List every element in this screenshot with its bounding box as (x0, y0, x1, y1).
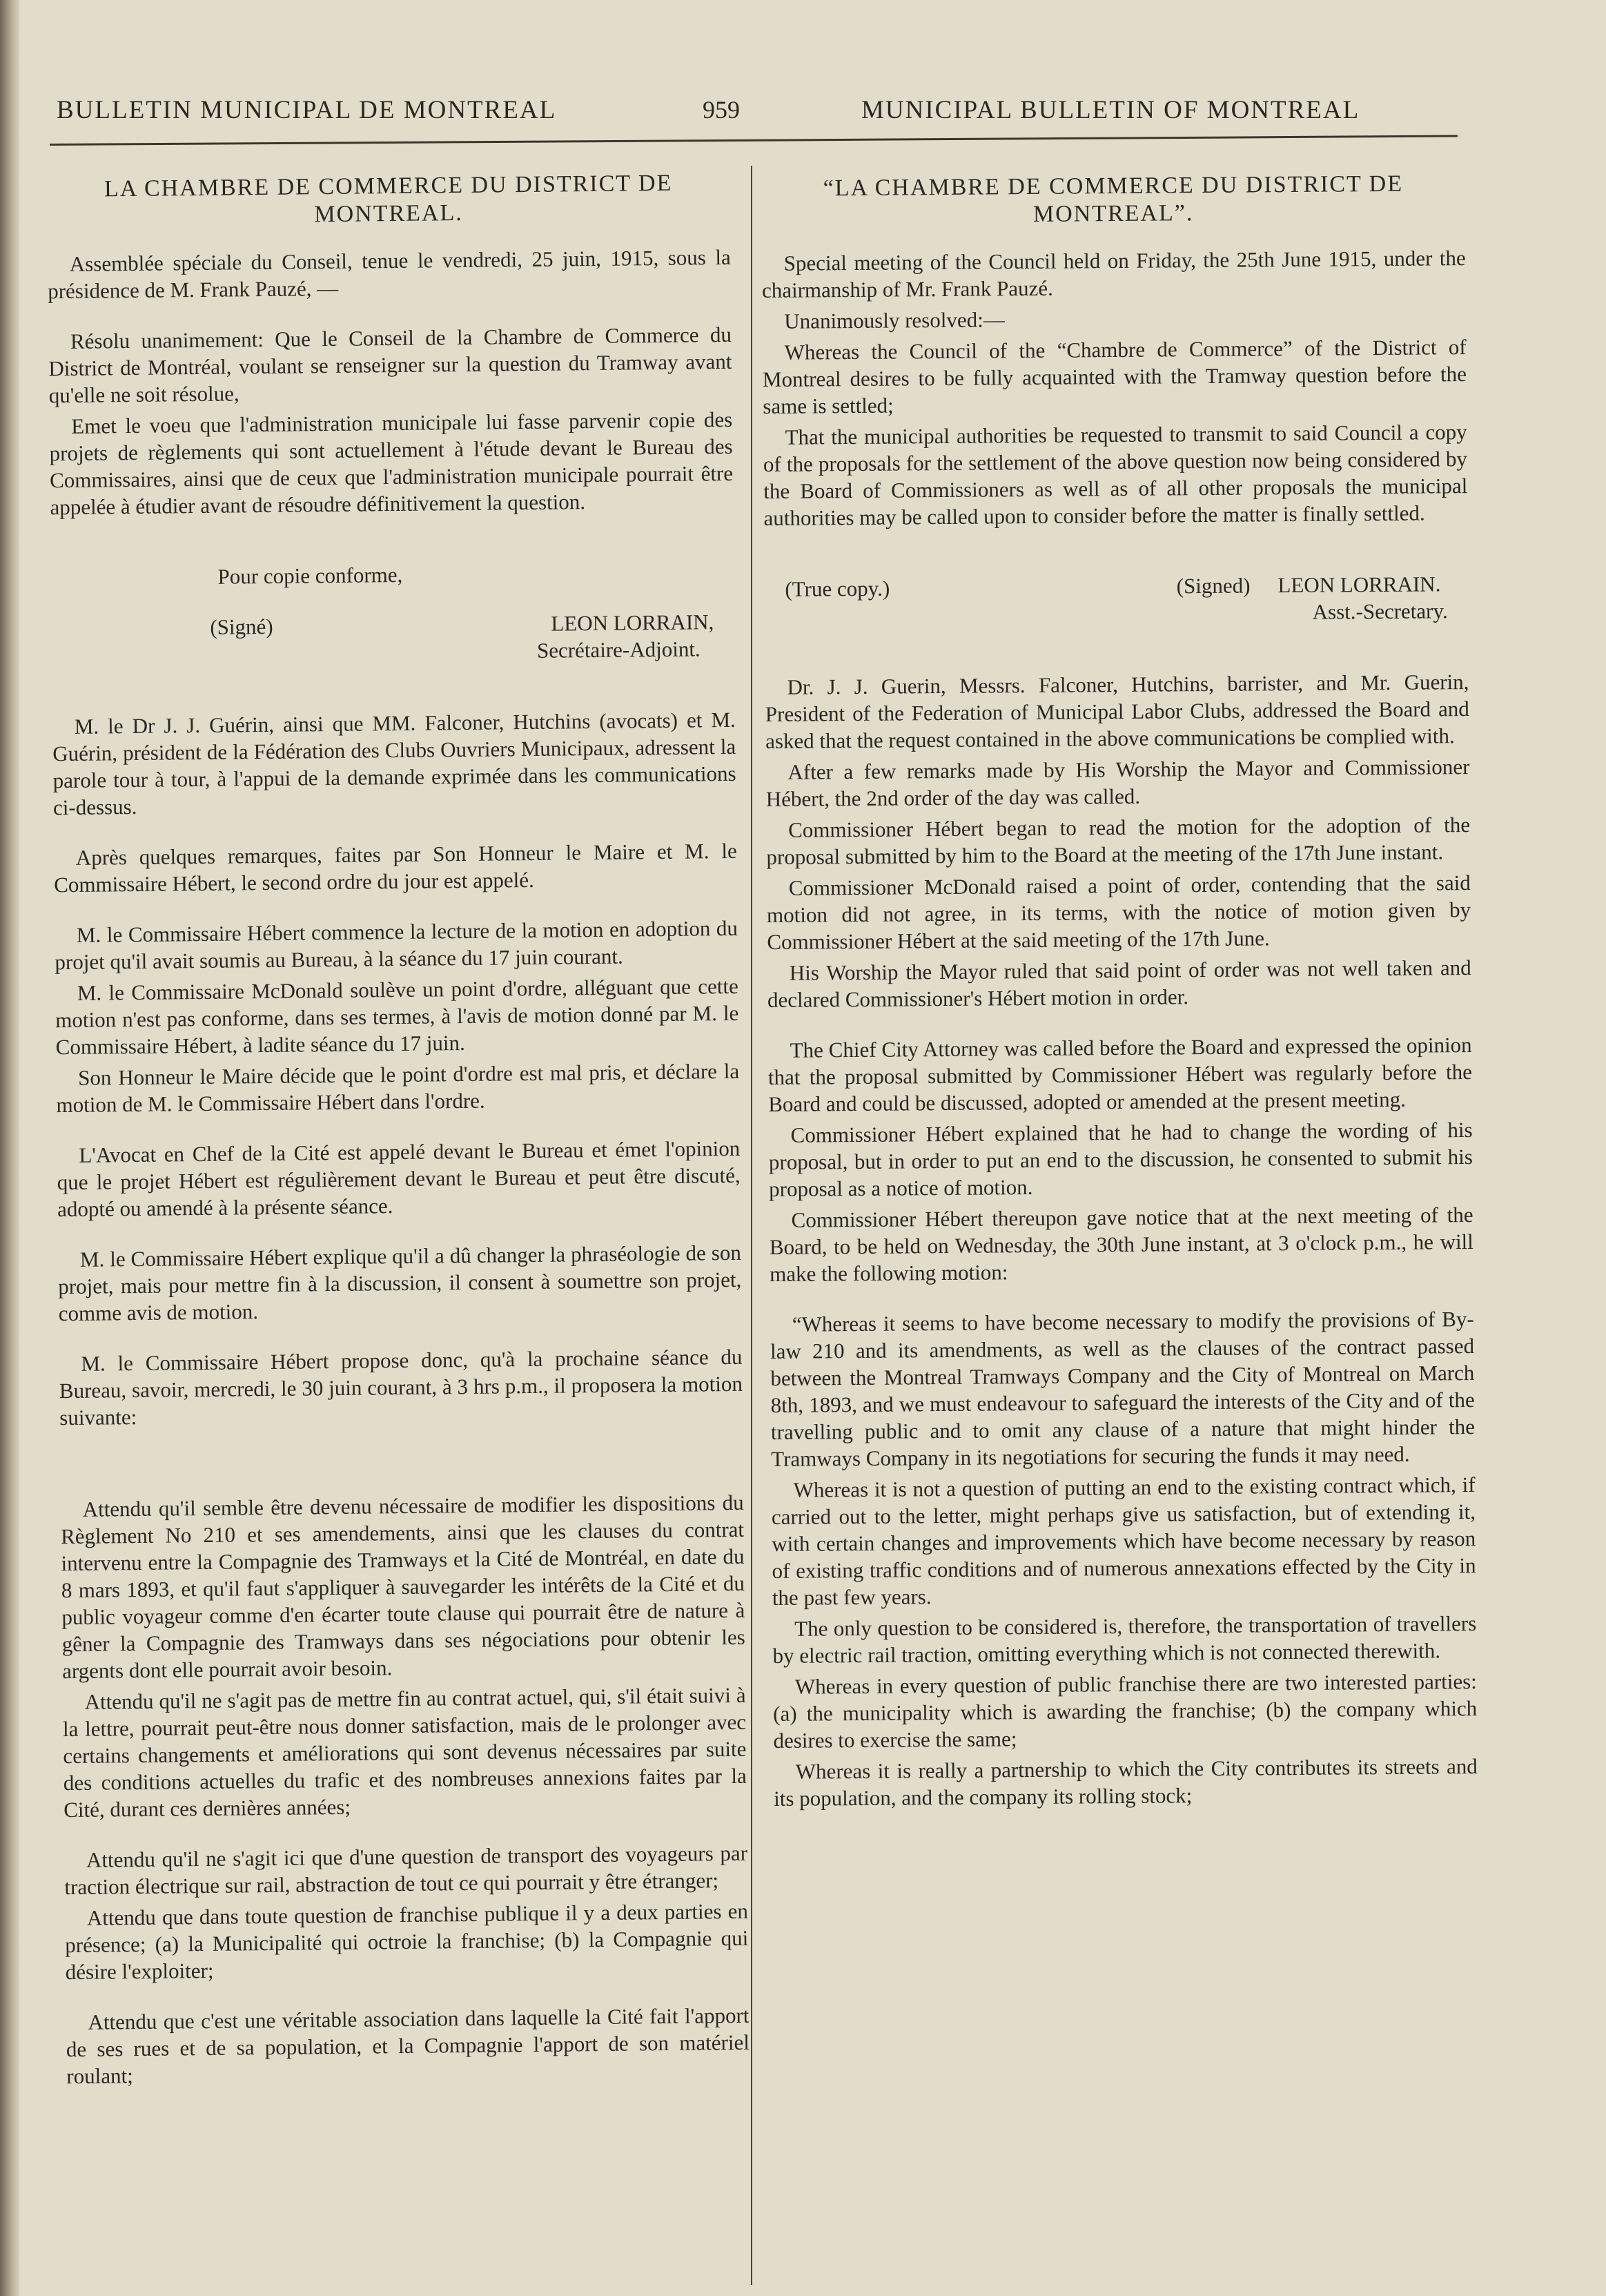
french-intro-paragraph: Emet le voeu que l'administration municipale lui fasse parvenir copie des projets de règlements qui sont actuellement à l'étude devant le Bureau des Commissaires, ainsi que de ceux que l'administration municipale pourrait être appelée à étudier avant de résoudre définitivement la question. (49, 407, 734, 520)
english-motion-paragraph: Whereas it is really a partnership to which the City contributes its streets and its population, and the company its rolling stock; (774, 1753, 1478, 1811)
french-copy-label: Pour copie conforme, (217, 562, 403, 589)
french-signatory: LEON LORRAIN, (551, 610, 714, 636)
french-proceedings-paragraph: M. le Commissaire McDonald soulève un point d'ordre, alléguant que cette motion n'est pas conforme, dans ses termes, à l'avis de motion donné par M. le Commissaire Hébert, à ladite séance du 17 juin. (55, 973, 739, 1060)
french-proceedings-paragraph: M. le Dr J. J. Guérin, ainsi que MM. Falconer, Hutchins (avocats) et M. Guérin, président de la Fédération des Clubs Ouvriers Municipaux, adressent la parole tour à tour, à l'appui de la demande exprimée dans les communications ci-dessus. (52, 707, 736, 820)
english-proceedings-paragraph: Commissioner Hébert thereupon gave notice that at the next meeting of the Board, to be held on Wednesday, the 30th June instant, at 3 o'clock p.m., he will make the following motion: (769, 1202, 1473, 1286)
french-intro-paragraph: Résolu unanimement: Que le Conseil de la Chambre de Commerce du District de Montréal, voulant se renseigner sur la question du Tramway avant qu'elle ne soit résolue, (48, 322, 732, 408)
french-intro-paragraph: Assemblée spéciale du Conseil, tenue le vendredi, 25 juin, 1915, sous la présidence de M. Frank Pauzé, — (48, 244, 731, 304)
english-proceedings-paragraph: Commissioner McDonald raised a point of order, contending that the said motion did not agree, in its terms, with the notice of motion given by Commissioner Hébert at the said meeting of the 17th June. (766, 870, 1471, 955)
french-proceedings-paragraph: L'Avocat en Chef de la Cité est appelé devant le Bureau et émet l'opinion que le projet Hébert est régulièrement devant le Bureau et peut être discuté, adopté ou amendé à la présente séance. (57, 1136, 741, 1222)
french-motion-paragraph: Attendu que dans toute question de franchise publique il y a deux parties en présence; (a) la Municipalité qui octroie la franchise; (b) la Compagnie qui désire l'exploiter; (65, 1898, 749, 1985)
english-motion-paragraph: Whereas it is not a question of putting an end to the existing contract which, if carried out to the letter, might perhaps give us satisfaction, but of extending it, with certain changes and improvements which have become necessary by reason of existing traffic conditions and of numerous annexations effected by the City in the past few years. (771, 1472, 1476, 1610)
english-intro-paragraph: Special meeting of the Council held on Friday, the 25th June 1915, under the chairmanship of Mr. Frank Pauzé. (761, 246, 1466, 303)
french-motion-paragraph: Attendu qu'il ne s'agit pas de mettre fin au contrat actuel, qui, s'il était suivi à la lettre, pourrait peut-être nous donner satisfaction, mais de le prolonger avec certains changements et améliorations qui sont devenus nécessaires par suite des conditions actuelles du trafic et des nombreuses annexions faites par la Cité, durant ces dernières années; (62, 1682, 747, 1822)
french-motion-paragraph: Attendu qu'il ne s'agit ici que d'une question de transport des voyageurs par traction électrique sur rail, abstraction de tout ce qui pourrait y être étranger; (64, 1840, 748, 1900)
french-proceedings-paragraph: Son Honneur le Maire décide que le point d'ordre est mal pris, et déclare la motion de M. le Commissaire Hébert dans l'ordre. (56, 1058, 740, 1118)
french-column (46, 169, 750, 2094)
english-motion-paragraph: Whereas in every question of public franchise there are two interested parties: (a) the municipality which is awarding the franchise; (b) the company which desires to exercise the same; (773, 1669, 1478, 1753)
english-proceedings-paragraph: Dr. J. J. Guerin, Messrs. Falconer, Hutchins, barrister, and Mr. Guerin, President of the Federation of Municipal Labor Clubs, addressed the Board and asked that the request contained in the above communications be complied with. (765, 670, 1469, 754)
english-title: “LA CHAMBRE DE COMMERCE DU DISTRICT DE MONTREAL”. (823, 171, 1404, 227)
english-intro-paragraph: Whereas the Council of the “Chambre de Commerce” of the District of Montreal desires to be fully acquainted with the Tramway question before the same is settled; (762, 335, 1467, 419)
english-signed-label: (Signed) (1176, 573, 1251, 599)
page-number: 959 (703, 96, 740, 124)
english-signatory: LEON LORRAIN. (1277, 572, 1441, 598)
running-head-english: MUNICIPAL BULLETIN OF MONTREAL (861, 96, 1360, 124)
column-divider (751, 166, 752, 2285)
english-column (761, 170, 1478, 1816)
running-head-french: BULLETIN MUNICIPAL DE MONTREAL (57, 96, 557, 124)
english-signatory-title: Asst.-Secretary. (1312, 599, 1448, 624)
english-proceedings-paragraph: His Worship the Mayor ruled that said point of order was not well taken and declared Commissioner's Hébert motion in order. (767, 955, 1471, 1013)
english-intro-paragraph: Unanimously resolved:— (784, 307, 1005, 333)
french-proceedings-paragraph: Après quelques remarques, faites par Son Honneur le Maire et M. le Commissaire Hébert, le second ordre du jour est appelé. (54, 838, 737, 897)
english-intro-paragraph: That the municipal authorities be requested to transmit to said Council a copy of the proposals for the settlement of the above question now being considered by the Board of Commissioners as well as of all other proposals the municipal authorities may be called upon to consider before the matter is finally settled. (763, 420, 1468, 531)
french-proceedings-paragraph: M. le Commissaire Hébert propose donc, qu'à la prochaine séance du Bureau, savoir, mercredi, le 30 juin courant, à 3 hrs p.m., il proposera la motion suivante: (59, 1344, 743, 1430)
english-copy-label: (True copy.) (785, 576, 890, 601)
french-proceedings-paragraph: M. le Commissaire Hébert explique qu'il a dû changer la phraséologie de son projet, mais pour mettre fin à la discussion, il consent à soumettre son projet, comme avis de motion. (58, 1240, 742, 1326)
french-motion-paragraph: Attendu qu'il semble être devenu nécessaire de modifier les dispositions du Règlement No 210 et ses amendements, ainsi que les clauses du contrat intervenu entre la Compagnie des Tramways et la Cité de Montréal, en date du 8 mars 1893, et qu'il faut s'appliquer à sauvegarder les intérêts de la Cité et du public voyageur comme d'en écarter toute clause qui pourrait être de nature à gêner la Compagnie des Tramways dans ses négociations pour obtenir les argents dont elle pourrait avoir besoin. (60, 1490, 745, 1684)
french-proceedings-paragraph: M. le Commissaire Hébert commence la lecture de la motion en adoption du projet qu'il avait soumis au Bureau, à la séance du 17 juin courant. (55, 915, 738, 975)
english-proceedings-paragraph: The Chief City Attorney was called before the Board and expressed the opinion that the proposal submitted by Commissioner Hébert was regularly before the Board and could be discussed, adopted or amended at the present meeting. (767, 1032, 1473, 1117)
english-proceedings-paragraph: Commissioner Hébert explained that he had to change the wording of his proposal, but in order to put an end to the discussion, he consented to submit his proposal as a notice of motion. (768, 1117, 1473, 1201)
english-proceedings-paragraph: After a few remarks made by His Worship the Mayor and Commissioner Hébert, the 2nd order of the day was called. (765, 755, 1470, 812)
french-signed-label: (Signé) (210, 614, 273, 639)
french-title: LA CHAMBRE DE COMMERCE DU DISTRICT DE MONTREAL. (104, 170, 673, 228)
english-motion-paragraph: “Whereas it seems to have become necessary to modify the provisions of By-law 210 and its amendments, as well as the clauses of the contract passed between the Montreal Tramways Company and the City of Montreal on March 8th, 1893, and we must endeavour to safeguard the interests of the City and of the travelling public and to omit any clause of a nature that might hinder the Tramways Company in its negotiations for securing the funds it may need. (770, 1306, 1476, 1471)
french-motion-paragraph: Attendu que c'est une véritable association dans laquelle la Cité fait l'apport de ses rues et de sa population, et la Compagnie l'apport de son matériel roulant; (66, 2003, 750, 2089)
book-spine-shadow (0, 0, 19, 2296)
english-proceedings-paragraph: Commissioner Hébert began to read the motion for the adoption of the proposal submitted by him to the Board at the meeting of the 17th June instant. (766, 813, 1471, 870)
french-signatory-title: Secrétaire-Adjoint. (536, 636, 701, 663)
english-motion-paragraph: The only question to be considered is, therefore, the transportation of travellers by electric rail traction, omitting everything which is not connected therewith. (772, 1611, 1477, 1668)
